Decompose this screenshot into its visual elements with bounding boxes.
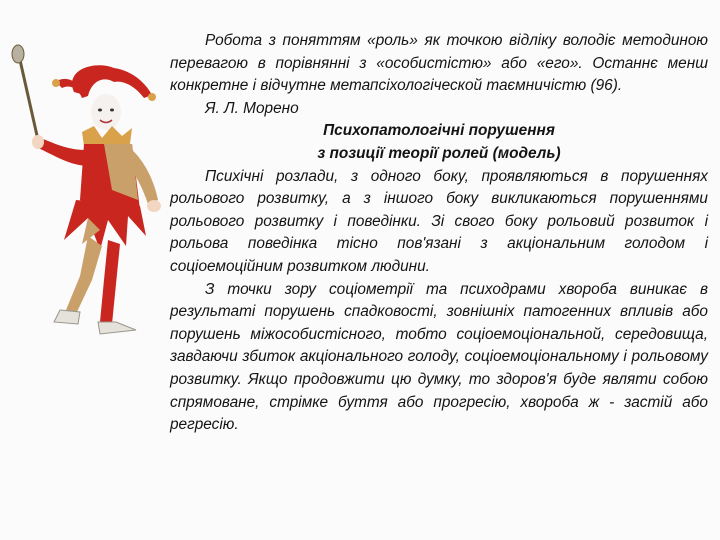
quote-text: Робота з поняттям «роль» як точкою відліку володіє методиною перевагою в порівнянні з «особистістю» або «его». Останнє менш конкретне і відчутне метапсіхологіческой таємничістю (96). [170,32,708,95]
body-paragraph-1: Психічні розлади, з одного боку, проявляються в порушеннях рольового розвитку, а з іншого боку викликаються порушеннями рольового розвитку і поведінки. Зі свого боку рольовий розвиток і рольова поведінка тісно пов'язані з акціональним голодом і соціоемоційним розвитком людини. [170,167,708,275]
section-title-line1: Психопатологічні порушення [323,122,555,140]
article-text [170,30,708,437]
body-paragraph-2: З точки зору соціометрії та психодрами хвороба виникає в результаті порушень спадковості, зовнішніх патогенних впливів або порушень міжособистісного, тобто соціоемоціональной, середовища, завдаючи збиток акціонального голоду, соціоемоціональному і рольовому розвитку. Якщо продовжити цю думку, то здоров'я буде являти собою спрямоване, стрімке буття або прогресію, хвороба ж - застій або регресію. [170,280,708,434]
quote-author: Я. Л. Морено [205,99,299,117]
jester-illustration [4,40,174,340]
section-title-line2: з позиції теорії ролей (модель) [317,144,561,162]
